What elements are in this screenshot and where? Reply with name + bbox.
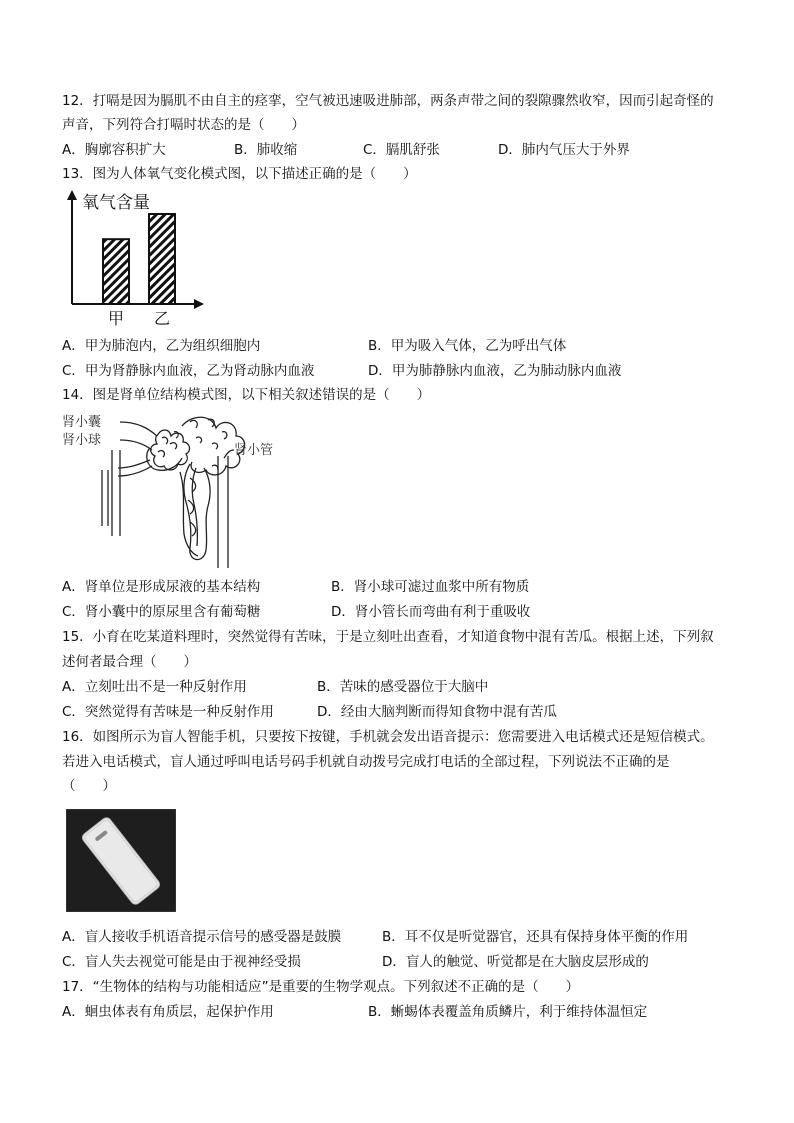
q17-stem: 17．“生物体的结构与功能相适应”是重要的生物学观点。下列叙述不正确的是（ ） (62, 979, 580, 995)
label-bowman-capsule: 肾小囊 (62, 415, 102, 430)
blind-smartphone-photo (66, 809, 176, 912)
y-axis-label: 氧气含量 (82, 193, 150, 213)
q15-option-d: D．经由大脑判断而得知食物中混有苦瓜 (317, 704, 557, 720)
q15-option-b: B．苦味的感受器位于大脑中 (317, 679, 489, 695)
q12-option-d: D．肺内气压大于外界 (498, 142, 630, 158)
blood-vessel-left-a (112, 450, 120, 536)
q13-option-a: A．甲为肺泡内，乙为组织细胞内 (62, 338, 261, 354)
q15-stem-line1: 15．小育在吃某道料理时，突然觉得有苦味，于是立刻吐出查看，才知道食物中混有苦瓜。根据上述，下列叙 (62, 629, 714, 645)
q16-stem-line3: （ ） (62, 778, 116, 794)
q14-option-a: A．肾单位是形成尿液的基本结构 (62, 579, 261, 595)
bar-yi (149, 214, 175, 304)
q14-option-b: B．肾小球可滤过血浆中所有物质 (331, 579, 530, 595)
blood-vessel-left-b (102, 470, 108, 526)
q13-option-d: D．甲为肺静脉内血液，乙为肺动脉内血液 (368, 363, 622, 379)
q16-option-b: B．耳不仅是听觉器官，还具有保持身体平衡的作用 (382, 929, 689, 945)
q12-stem-line2: 声音，下列符合打嗝时状态的是（ ） (62, 117, 305, 133)
q12-option-b: B．肺收缩 (234, 142, 298, 158)
label-glomerulus: 肾小球 (62, 433, 102, 448)
q13-option-c: C．甲为肾静脉内血液，乙为肾动脉内血液 (62, 363, 315, 379)
q16-stem-line2: 若进入电话模式，盲人通过呼叫电话号码手机就自动拨号完成打电话的全部过程，下列说法不正确的是 (62, 754, 670, 770)
q13-stem: 13．图为人体氧气变化模式图，以下描述正确的是（ ） (62, 166, 417, 182)
q13-option-b: B．甲为吸入气体，乙为呼出气体 (368, 338, 567, 354)
bar-jia (103, 239, 129, 304)
nephron-diagram (62, 408, 302, 573)
x-label-jia: 甲 (107, 309, 125, 328)
q14-option-d: D．肾小管长而弯曲有利于重吸收 (331, 604, 531, 620)
q12-stem-line1: 12．打嗝是因为膈肌不由自主的痉挛，空气被迅速吸进肺部，两条声带之间的裂隙骤然收窄，因而引起奇怪的 (62, 93, 714, 109)
q14-option-c: C．肾小囊中的原尿里含有葡萄糖 (62, 604, 261, 620)
q15-option-c: C．突然觉得有苦味是一种反射作用 (62, 704, 274, 720)
q12-option-c: C．膈肌舒张 (363, 142, 440, 158)
q16-option-c: C．盲人失去视觉可能是由于视神经受损 (62, 954, 301, 970)
collecting-duct (218, 456, 228, 568)
oxygen-bar-chart (62, 188, 212, 330)
q15-option-a: A．立刻吐出不是一种反射作用 (62, 679, 247, 695)
q14-stem: 14．图是肾单位结构模式图，以下相关叙述错误的是（ ） (62, 387, 431, 403)
q16-stem-line1: 16．如图所示为盲人智能手机，只要按下按键，手机就会发出语音提示：您需要进入电话模式还是短信模式。 (62, 729, 714, 745)
q17-option-b: B．蜥蜴体表覆盖角质鳞片，利于维持体温恒定 (368, 1004, 648, 1020)
q17-option-a: A．蛔虫体表有角质层，起保护作用 (62, 1004, 274, 1020)
y-axis-arrow (67, 190, 77, 200)
q16-option-d: D．盲人的触觉、听觉都是在大脑皮层形成的 (382, 954, 649, 970)
label-renal-tubule: 肾小管 (234, 443, 274, 458)
q15-stem-line2: 述何者最合理（ ） (62, 654, 197, 670)
q12-option-a: A．胸廓容积扩大 (62, 142, 166, 158)
q16-option-a: A．盲人接收手机语音提示信号的感受器是鼓膜 (62, 929, 342, 945)
x-axis-arrow (194, 299, 204, 309)
x-label-yi: 乙 (153, 309, 171, 328)
